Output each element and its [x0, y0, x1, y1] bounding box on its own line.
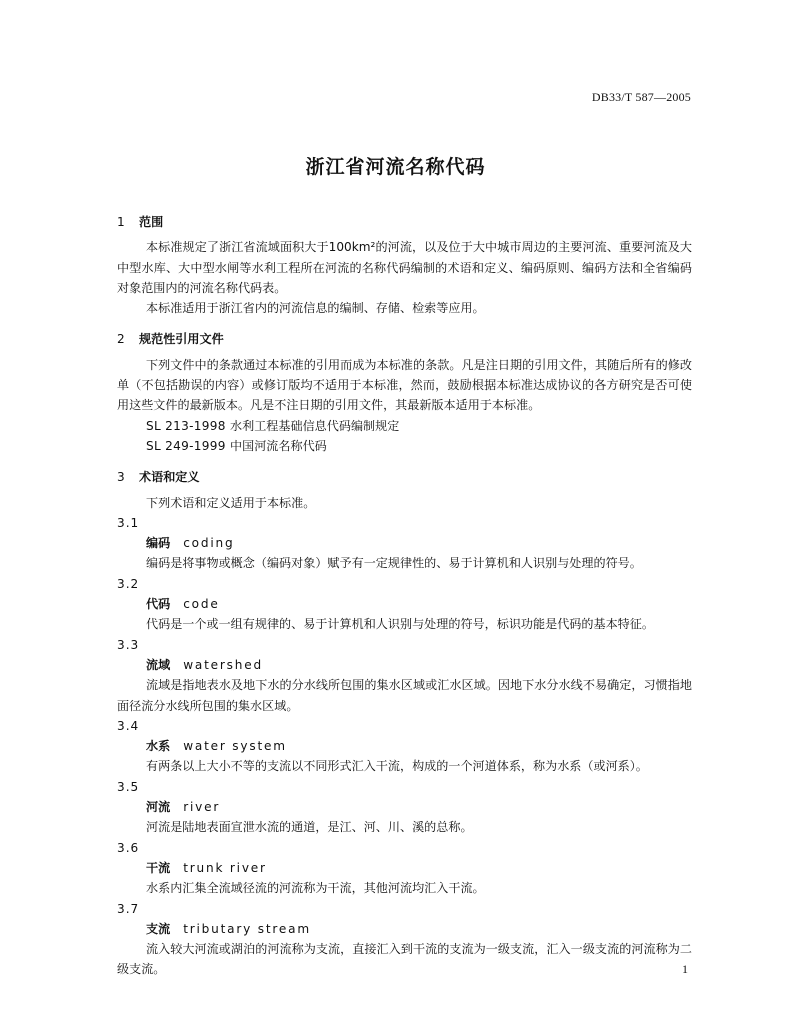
- term-name: [117, 655, 692, 675]
- section-heading-terms: [117, 467, 692, 487]
- section-number: 2: [117, 332, 125, 347]
- section-number: 3: [117, 470, 125, 485]
- section-heading-normative-references: [117, 329, 692, 349]
- reference-code: SL 249-1999: [146, 438, 226, 453]
- term-en: watershed: [183, 657, 263, 672]
- term-name: [117, 533, 692, 553]
- term-name: [117, 736, 692, 756]
- term-definition: 代码是一个或一组有规律的、易于计算机和人识别与处理的符号，标识功能是代码的基本特征。: [146, 617, 654, 632]
- term-name: [117, 797, 692, 817]
- term-entry: [117, 574, 692, 635]
- paragraph: 下列文件中的条款通过本标准的引用而成为本标准的条款。凡是注日期的引用文件，其随后所有的修改单（不包括勘误的内容）或修订版均不适用于本标准，然而，鼓励根据本标准达成协议的各方研究是否可使用这些文件的最新版本。凡是不注日期的引用文件，其最新版本适用于本标准。: [117, 357, 692, 413]
- page-title: 浙江省河流名称代码: [305, 156, 486, 178]
- term-zh: 水系: [146, 739, 171, 754]
- term-name: [117, 919, 692, 939]
- term-number: 3.1: [117, 515, 140, 530]
- section-title: 术语和定义: [139, 470, 200, 485]
- paragraph: 下列术语和定义适用于本标准。: [146, 495, 316, 510]
- term-zh: 流域: [146, 657, 171, 672]
- term-entry: [117, 899, 692, 980]
- term-en: coding: [183, 536, 235, 551]
- term-number: 3.3: [117, 637, 140, 652]
- section-heading-scope: [117, 212, 692, 232]
- term-entry: [117, 635, 692, 716]
- term-definition: 编码是将事物或概念（编码对象）赋予有一定规律性的、易于计算机和人识别与处理的符号。: [146, 556, 642, 571]
- term-en: water system: [183, 739, 287, 754]
- reference-item: [117, 416, 692, 436]
- section-title: 规范性引用文件: [139, 332, 224, 347]
- term-definition: 河流是陆地表面宣泄水流的通道，是江、河、川、溪的总称。: [146, 820, 473, 835]
- paragraph: 本标准规定了浙江省流域面积大于100km²的河流，以及位于大中城市周边的主要河流、重要河流及大中型水库、大中型水闸等水利工程所在河流的名称代码编制的术语和定义、编码原则、编码方法和全省编码对象范围内的河流名称代码表。: [117, 240, 692, 295]
- term-en: trunk river: [183, 860, 267, 875]
- term-zh: 干流: [146, 860, 171, 875]
- term-number: 3.7: [117, 901, 140, 916]
- page-number: 1: [682, 962, 688, 976]
- term-en: river: [183, 800, 221, 815]
- section-number: 1: [117, 215, 125, 229]
- term-zh: 编码: [146, 536, 171, 551]
- term-zh: 支流: [146, 921, 171, 936]
- term-name: [117, 858, 692, 878]
- term-definition: 流入较大河流或湖泊的河流称为支流，直接汇入到干流的支流为一级支流，汇入一级支流的河流称为二级支流。: [117, 942, 692, 977]
- term-definition: 流域是指地表水及地下水的分水线所包围的集水区域或汇水区域。因地下水分水线不易确定，习惯指地面径流分水线所包围的集水区域。: [117, 678, 692, 713]
- term-entry: [117, 838, 692, 899]
- term-en: tributary stream: [183, 921, 311, 936]
- term-name: [117, 594, 692, 614]
- reference-code: SL 213-1998: [146, 418, 226, 433]
- term-number: 3.5: [117, 779, 140, 794]
- term-en: code: [183, 597, 220, 612]
- term-entry: [117, 513, 692, 574]
- document-code: DB33/T 587—2005: [591, 90, 691, 104]
- term-zh: 河流: [146, 800, 171, 815]
- reference-item: [117, 436, 692, 456]
- term-definition: 有两条以上大小不等的支流以不同形式汇入干流，构成的一个河道体系，称为水系（或河系）。: [146, 759, 648, 774]
- term-zh: 代码: [146, 597, 171, 612]
- reference-title: 水利工程基础信息代码编制规定: [230, 418, 400, 433]
- section-title: 范围: [139, 215, 164, 229]
- term-number: 3.6: [117, 840, 140, 855]
- paragraph: 本标准适用于浙江省内的河流信息的编制、存储、检索等应用。: [146, 301, 485, 316]
- term-entry: [117, 777, 692, 838]
- reference-title: 中国河流名称代码: [230, 438, 327, 453]
- document-body: [117, 212, 692, 980]
- term-definition: 水系内汇集全流域径流的河流称为干流，其他河流均汇入干流。: [146, 881, 485, 896]
- term-number: 3.2: [117, 576, 140, 591]
- term-number: 3.4: [117, 718, 140, 733]
- term-entry: [117, 716, 692, 777]
